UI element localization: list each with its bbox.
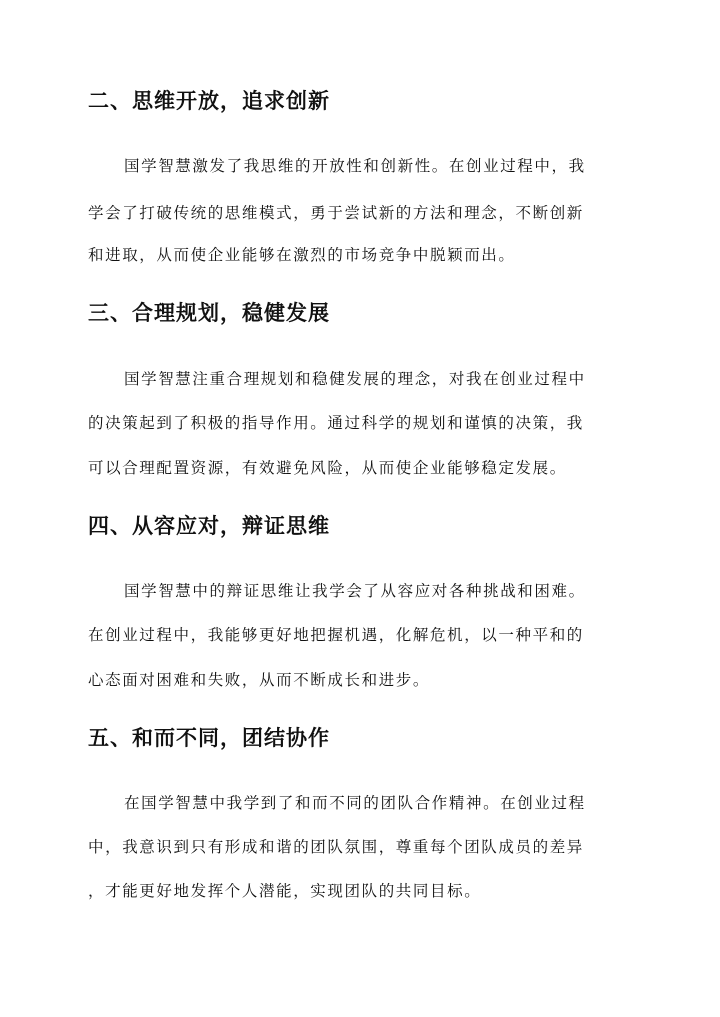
paragraph-line: 在国学智慧中我学到了和而不同的团队合作精神。在创业过程 xyxy=(124,794,586,812)
paragraph-line: 国学智慧激发了我思维的开放性和创新性。在创业过程中，我 xyxy=(124,157,586,175)
paragraph-line: 学会了打破传统的思维模式，勇于尝试新的方法和理念，不断创新 xyxy=(88,204,584,222)
section-heading: 四、从容应对，辩证思维 xyxy=(88,513,330,538)
section-heading: 二、思维开放，追求创新 xyxy=(88,88,330,113)
paragraph-line: 心态面对困难和失败，从而不断成长和进步。 xyxy=(88,671,431,689)
paragraph-line: 可以合理配置资源，有效避免风险，从而使企业能够稳定发展。 xyxy=(88,459,567,477)
paragraph-line: 在创业过程中，我能够更好地把握机遇，化解危机，以一种平和的 xyxy=(88,626,584,644)
section-heading: 五、和而不同，团结协作 xyxy=(88,725,330,750)
section-heading: 三、合理规划，稳健发展 xyxy=(88,300,330,325)
paragraph-line: ，才能更好地发挥个人潜能，实现团队的共同目标。 xyxy=(88,882,482,900)
paragraph-line: 中，我意识到只有形成和谐的团队氛围，尊重每个团队成员的差异 xyxy=(88,838,584,856)
paragraph-line: 国学智慧注重合理规划和稳健发展的理念，对我在创业过程中 xyxy=(124,370,586,388)
paragraph-line: 和进取，从而使企业能够在激烈的市场竞争中脱颖而出。 xyxy=(88,246,516,264)
paragraph-line: 国学智慧中的辩证思维让我学会了从容应对各种挑战和困难。 xyxy=(124,582,586,600)
paragraph-line: 的决策起到了积极的指导作用。通过科学的规划和谨慎的决策，我 xyxy=(88,414,584,432)
